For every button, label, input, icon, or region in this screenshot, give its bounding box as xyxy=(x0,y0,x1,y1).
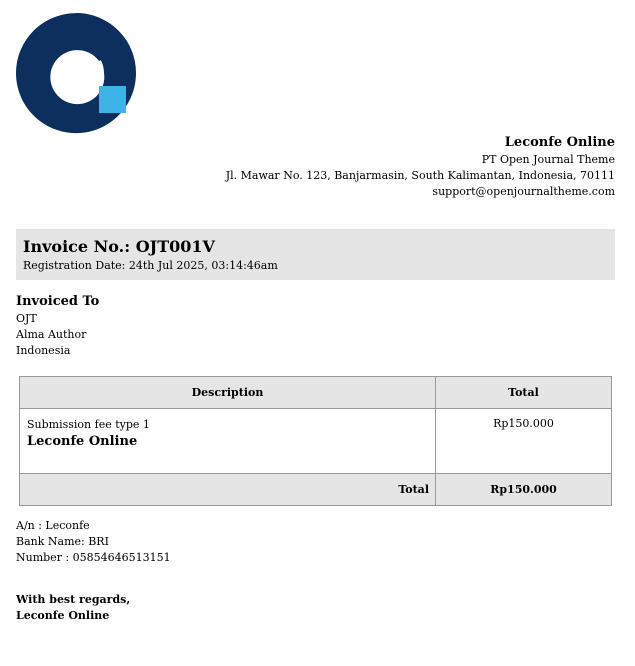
registration-date: Registration Date: 24th Jul 2025, 03:14:46am xyxy=(23,259,278,272)
invoice-table xyxy=(19,376,612,506)
closing xyxy=(16,592,130,624)
company-address: Jl. Mawar No. 123, Banjarmasin, South Kalimantan, Indonesia, 70111 xyxy=(225,169,615,182)
invoiced-to-heading: Invoiced To xyxy=(16,294,100,309)
item-amount: Rp150.000 xyxy=(436,409,612,474)
company-info xyxy=(226,135,615,200)
logo-c-top xyxy=(76,13,136,73)
bank-info xyxy=(16,518,171,566)
logo-mark-icon xyxy=(16,13,138,135)
column-header-total: Total xyxy=(436,377,612,409)
item-description: Submission fee type 1 xyxy=(27,418,150,431)
invoiced-to-line: OJT xyxy=(16,312,37,325)
company-name: Leconfe Online xyxy=(504,135,615,150)
table-footer-row xyxy=(20,474,612,506)
total-value: Rp150.000 xyxy=(436,474,612,506)
logo-square xyxy=(99,86,126,113)
invoiced-to-line: Alma Author xyxy=(16,328,87,341)
invoice-number: Invoice No.: OJT001V xyxy=(23,237,215,256)
invoiced-to xyxy=(16,294,99,359)
company-org: PT Open Journal Theme xyxy=(481,153,615,166)
company-logo xyxy=(16,13,138,135)
item-subtitle: Leconfe Online xyxy=(27,434,138,449)
bank-name: Bank Name: BRI xyxy=(16,535,109,548)
invoiced-to-line: Indonesia xyxy=(16,344,71,357)
invoice-banner xyxy=(16,229,615,280)
column-header-description: Description xyxy=(20,377,436,409)
bank-attn: A/n : Leconfe xyxy=(16,519,90,532)
closing-regards: With best regards, xyxy=(16,593,131,606)
company-email: support@openjournaltheme.com xyxy=(432,185,615,198)
total-label: Total xyxy=(20,474,436,506)
table-row xyxy=(20,409,612,474)
closing-signature: Leconfe Online xyxy=(16,609,110,622)
item-description-cell xyxy=(20,409,436,474)
bank-number: Number : 05854646513151 xyxy=(16,551,171,564)
table-header-row xyxy=(20,377,612,409)
